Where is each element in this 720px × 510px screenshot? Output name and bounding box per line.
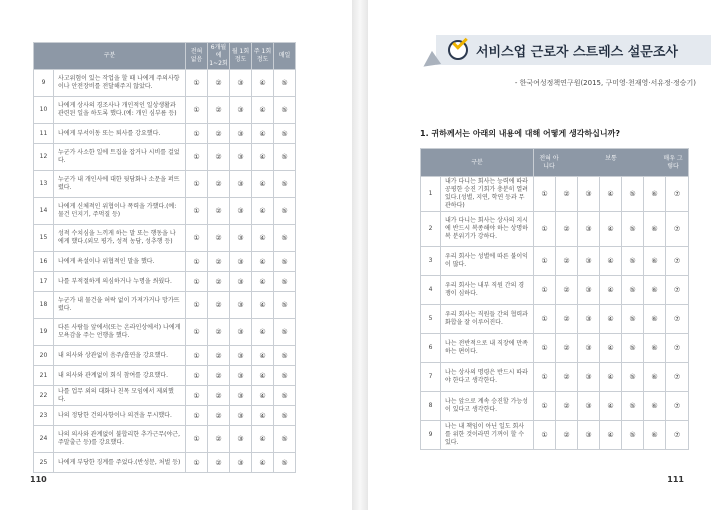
row-statement: 나는 내 책임이 아닌 일도 회사를 위한 것이라면 기꺼이 할 수 있다. bbox=[441, 421, 534, 450]
answer-option[interactable]: ⑤ bbox=[274, 292, 296, 319]
row-statement: 사고위험이 있는 작업을 할 때 나에게 주의사항이나 안전장비를 전달해주지 않았다. bbox=[54, 70, 186, 97]
answer-option[interactable]: ⑦ bbox=[666, 247, 689, 276]
answer-option[interactable]: ⑤ bbox=[622, 363, 644, 392]
row-statement: 내가 다니는 회사는 능력에 따라 공평한 승진 기회가 충분히 열려 있다.(성별, 지연, 학연 등과 무관하다) bbox=[441, 177, 534, 212]
table-row bbox=[34, 426, 296, 453]
left-header-never: 전혀 없음 bbox=[186, 43, 208, 70]
answer-option[interactable]: ④ bbox=[252, 225, 274, 252]
answer-option[interactable]: ④ bbox=[252, 70, 274, 97]
answer-option[interactable]: ① bbox=[186, 319, 208, 346]
table-row bbox=[421, 363, 689, 392]
table-row bbox=[421, 276, 689, 305]
row-number: 5 bbox=[421, 305, 441, 334]
answer-option[interactable]: ① bbox=[186, 97, 208, 124]
left-header-monthly: 월 1회 정도 bbox=[230, 43, 252, 70]
answer-option[interactable]: ⑤ bbox=[274, 171, 296, 198]
row-number: 6 bbox=[421, 334, 441, 363]
row-number: 1 bbox=[421, 177, 441, 212]
table-row bbox=[421, 177, 689, 212]
answer-option[interactable]: ③ bbox=[230, 97, 252, 124]
answer-option[interactable]: ① bbox=[534, 247, 556, 276]
answer-option[interactable]: ② bbox=[208, 252, 230, 272]
answer-option[interactable]: ⑤ bbox=[622, 276, 644, 305]
answer-option[interactable]: ① bbox=[186, 453, 208, 473]
table-row bbox=[421, 247, 689, 276]
left-survey-table bbox=[33, 42, 296, 473]
row-statement: 우리 회사는 내부 직원 간의 경쟁이 심하다. bbox=[441, 276, 534, 305]
answer-option[interactable]: ⑤ bbox=[274, 198, 296, 225]
answer-option[interactable]: ④ bbox=[252, 426, 274, 453]
book-gutter bbox=[352, 0, 368, 510]
answer-option[interactable]: ④ bbox=[600, 305, 622, 334]
answer-option[interactable]: ① bbox=[186, 144, 208, 171]
row-statement: 나를 부적절하게 의심하거나 누명을 씌웠다. bbox=[54, 272, 186, 292]
answer-option[interactable]: ④ bbox=[252, 406, 274, 426]
table-row bbox=[421, 421, 689, 450]
row-statement: 누군가 내 물건을 허락 없이 가져가거나 망가뜨렸다. bbox=[54, 292, 186, 319]
answer-option[interactable]: ③ bbox=[230, 272, 252, 292]
answer-option[interactable]: ③ bbox=[230, 171, 252, 198]
answer-option[interactable]: ① bbox=[186, 386, 208, 406]
row-number: 22 bbox=[34, 386, 54, 406]
answer-option[interactable]: ⑦ bbox=[666, 334, 689, 363]
answer-option[interactable]: ① bbox=[534, 276, 556, 305]
row-number: 9 bbox=[421, 421, 441, 450]
answer-option[interactable]: ① bbox=[186, 292, 208, 319]
answer-option[interactable]: ④ bbox=[252, 252, 274, 272]
answer-option[interactable]: ⑦ bbox=[666, 276, 689, 305]
row-number: 15 bbox=[34, 225, 54, 252]
left-header-category: 구분 bbox=[34, 43, 186, 70]
answer-option[interactable]: ③ bbox=[230, 292, 252, 319]
answer-option[interactable]: ③ bbox=[230, 426, 252, 453]
table-row bbox=[34, 319, 296, 346]
answer-option[interactable]: ③ bbox=[230, 453, 252, 473]
answer-option[interactable]: ④ bbox=[252, 386, 274, 406]
table-row bbox=[34, 272, 296, 292]
answer-option[interactable]: ⑦ bbox=[666, 177, 689, 212]
answer-option[interactable]: ③ bbox=[230, 319, 252, 346]
row-number: 8 bbox=[421, 392, 441, 421]
answer-option[interactable]: ⑤ bbox=[622, 392, 644, 421]
answer-option[interactable]: ⑤ bbox=[622, 334, 644, 363]
title-block bbox=[420, 30, 720, 70]
answer-option[interactable]: ① bbox=[186, 225, 208, 252]
row-statement: 나를 업무 외의 대화나 친목 모임에서 제외했다. bbox=[54, 386, 186, 406]
answer-option[interactable]: ⑥ bbox=[644, 392, 666, 421]
answer-option[interactable]: ② bbox=[556, 334, 578, 363]
row-statement: 내 의사와 상관없이 음주/흡연을 강요했다. bbox=[54, 346, 186, 366]
answer-option[interactable]: ⑥ bbox=[644, 363, 666, 392]
answer-option[interactable]: ⑤ bbox=[622, 305, 644, 334]
row-statement: 나에게 상사의 경조사나 개인적인 일상생활과 관련된 일을 하도록 했다.(예: 개인 심부름 등) bbox=[54, 97, 186, 124]
answer-option[interactable]: ③ bbox=[578, 212, 600, 247]
answer-option[interactable]: ③ bbox=[578, 247, 600, 276]
table-row bbox=[421, 334, 689, 363]
answer-option[interactable]: ① bbox=[186, 346, 208, 366]
answer-option[interactable]: ① bbox=[186, 406, 208, 426]
row-number: 4 bbox=[421, 276, 441, 305]
answer-option[interactable]: ⑥ bbox=[644, 421, 666, 450]
row-statement: 성적 수치심을 느끼게 하는 말 또는 행동을 나에게 했다.(외모 평가, 성적 농담, 성추행 등) bbox=[54, 225, 186, 252]
answer-option[interactable]: ⑤ bbox=[274, 70, 296, 97]
answer-option[interactable]: ⑦ bbox=[666, 392, 689, 421]
answer-option[interactable]: ⑥ bbox=[644, 334, 666, 363]
right-table-header-row bbox=[421, 149, 689, 177]
answer-option[interactable]: ③ bbox=[578, 363, 600, 392]
answer-option[interactable]: ④ bbox=[600, 334, 622, 363]
answer-option[interactable]: ① bbox=[186, 252, 208, 272]
row-number: 12 bbox=[34, 144, 54, 171]
answer-option[interactable]: ⑦ bbox=[666, 363, 689, 392]
row-number: 25 bbox=[34, 453, 54, 473]
answer-option[interactable]: ⑥ bbox=[644, 276, 666, 305]
row-number: 23 bbox=[34, 406, 54, 426]
answer-option[interactable]: ④ bbox=[252, 171, 274, 198]
table-row bbox=[34, 225, 296, 252]
answer-option[interactable]: ⑤ bbox=[274, 366, 296, 386]
answer-option[interactable]: ② bbox=[208, 319, 230, 346]
row-number: 7 bbox=[421, 363, 441, 392]
answer-option[interactable]: ④ bbox=[600, 177, 622, 212]
table-row bbox=[34, 70, 296, 97]
answer-option[interactable]: ⑤ bbox=[274, 386, 296, 406]
answer-option[interactable]: ② bbox=[208, 97, 230, 124]
answer-option[interactable]: ④ bbox=[252, 453, 274, 473]
survey-title: 서비스업 근로자 스트레스 설문조사 bbox=[476, 45, 678, 60]
answer-option[interactable]: ④ bbox=[252, 272, 274, 292]
answer-option[interactable]: ① bbox=[186, 70, 208, 97]
row-number: 11 bbox=[34, 124, 54, 144]
answer-option[interactable]: ③ bbox=[230, 225, 252, 252]
right-page-number: 111 bbox=[667, 475, 684, 484]
table-row bbox=[34, 124, 296, 144]
answer-option[interactable]: ③ bbox=[578, 392, 600, 421]
answer-option[interactable]: ④ bbox=[600, 392, 622, 421]
answer-option[interactable]: ③ bbox=[230, 386, 252, 406]
answer-option[interactable]: ③ bbox=[230, 406, 252, 426]
answer-option[interactable]: ⑤ bbox=[274, 124, 296, 144]
answer-option[interactable]: ① bbox=[534, 363, 556, 392]
answer-option[interactable]: ③ bbox=[230, 252, 252, 272]
answer-option[interactable]: ① bbox=[186, 171, 208, 198]
answer-option[interactable]: ④ bbox=[252, 319, 274, 346]
table-row bbox=[421, 305, 689, 334]
row-number: 16 bbox=[34, 252, 54, 272]
answer-option[interactable]: ⑤ bbox=[622, 247, 644, 276]
row-statement: 내가 다니는 회사는 상사의 지시에 반드시 복종해야 하는 상명하복 분위기가 강하다. bbox=[441, 212, 534, 247]
answer-option[interactable]: ③ bbox=[230, 144, 252, 171]
answer-option[interactable]: ② bbox=[556, 212, 578, 247]
table-row bbox=[421, 212, 689, 247]
answer-option[interactable]: ② bbox=[556, 392, 578, 421]
answer-option[interactable]: ⑤ bbox=[274, 426, 296, 453]
left-page-number: 110 bbox=[30, 475, 47, 484]
left-header-semiannual: 6개월에 1~2회 bbox=[208, 43, 230, 70]
row-statement: 나에게 부당한 징계를 주었다.(반성문, 처벌 등) bbox=[54, 453, 186, 473]
answer-option[interactable]: ⑤ bbox=[622, 421, 644, 450]
answer-option[interactable]: ① bbox=[534, 334, 556, 363]
answer-option[interactable]: ⑤ bbox=[274, 319, 296, 346]
answer-option[interactable]: ② bbox=[208, 171, 230, 198]
answer-option[interactable]: ⑥ bbox=[644, 177, 666, 212]
answer-option[interactable]: ③ bbox=[578, 305, 600, 334]
answer-option[interactable]: ③ bbox=[230, 366, 252, 386]
answer-option[interactable]: ② bbox=[208, 225, 230, 252]
answer-option[interactable]: ⑤ bbox=[274, 252, 296, 272]
answer-option[interactable]: ⑤ bbox=[622, 212, 644, 247]
row-number: 14 bbox=[34, 198, 54, 225]
answer-option[interactable]: ⑦ bbox=[666, 421, 689, 450]
answer-option[interactable]: ⑤ bbox=[274, 144, 296, 171]
row-statement: 누군가 사소한 일에 트집을 잡거나 시비를 걸었다. bbox=[54, 144, 186, 171]
table-row bbox=[34, 198, 296, 225]
table-row bbox=[34, 171, 296, 198]
row-number: 20 bbox=[34, 346, 54, 366]
answer-option[interactable]: ② bbox=[208, 366, 230, 386]
answer-option[interactable]: ③ bbox=[578, 421, 600, 450]
answer-option[interactable]: ② bbox=[208, 453, 230, 473]
answer-option[interactable]: ② bbox=[208, 198, 230, 225]
answer-option[interactable]: ⑤ bbox=[274, 225, 296, 252]
answer-option[interactable]: ② bbox=[208, 144, 230, 171]
answer-option[interactable]: ③ bbox=[578, 177, 600, 212]
table-row bbox=[34, 406, 296, 426]
row-number: 10 bbox=[34, 97, 54, 124]
answer-option[interactable]: ⑦ bbox=[666, 212, 689, 247]
left-header-weekly: 주 1회 정도 bbox=[252, 43, 274, 70]
answer-option[interactable]: ② bbox=[208, 346, 230, 366]
right-page bbox=[368, 0, 720, 510]
row-statement: 우리 회사는 성별에 따른 불이익이 많다. bbox=[441, 247, 534, 276]
table-row bbox=[34, 97, 296, 124]
answer-option[interactable]: ③ bbox=[578, 334, 600, 363]
answer-option[interactable]: ② bbox=[556, 421, 578, 450]
answer-option[interactable]: ④ bbox=[252, 97, 274, 124]
row-number: 2 bbox=[421, 212, 441, 247]
answer-option[interactable]: ④ bbox=[600, 421, 622, 450]
answer-option[interactable]: ④ bbox=[600, 212, 622, 247]
table-row bbox=[34, 346, 296, 366]
answer-option[interactable]: ① bbox=[534, 392, 556, 421]
scale-label-neutral: 보통 bbox=[605, 154, 617, 162]
answer-option[interactable]: ③ bbox=[230, 124, 252, 144]
scale-label-very: 매우 그렇다 bbox=[663, 154, 683, 170]
right-header-category: 구분 bbox=[421, 149, 534, 177]
question-heading: 1. 귀하께서는 아래의 내용에 대해 어떻게 생각하십니까? bbox=[420, 129, 620, 138]
right-survey-table bbox=[420, 148, 689, 450]
answer-option[interactable]: ① bbox=[186, 366, 208, 386]
answer-option[interactable]: ④ bbox=[600, 276, 622, 305]
scale-label-not-at-all: 전혀 아니다 bbox=[539, 154, 559, 170]
answer-option[interactable]: ① bbox=[534, 421, 556, 450]
answer-option[interactable]: ① bbox=[534, 305, 556, 334]
answer-option[interactable]: ⑤ bbox=[274, 346, 296, 366]
answer-option[interactable]: ④ bbox=[252, 124, 274, 144]
table-row bbox=[34, 453, 296, 473]
answer-option[interactable]: ⑤ bbox=[274, 453, 296, 473]
answer-option[interactable]: ① bbox=[186, 272, 208, 292]
answer-option[interactable]: ③ bbox=[578, 276, 600, 305]
row-number: 3 bbox=[421, 247, 441, 276]
row-statement: 나의 정당한 건의사항이나 의견을 무시했다. bbox=[54, 406, 186, 426]
answer-option[interactable]: ① bbox=[186, 198, 208, 225]
table-row bbox=[34, 252, 296, 272]
answer-option[interactable]: ② bbox=[556, 177, 578, 212]
row-number: 17 bbox=[34, 272, 54, 292]
answer-option[interactable]: ② bbox=[556, 305, 578, 334]
answer-option[interactable]: ③ bbox=[230, 70, 252, 97]
row-number: 21 bbox=[34, 366, 54, 386]
answer-option[interactable]: ② bbox=[208, 272, 230, 292]
row-statement: 나에게 신체적인 위협이나 폭력을 가했다.(예: 물건 던지기, 주먹질 등) bbox=[54, 198, 186, 225]
row-statement: 나에게 부서이동 또는 퇴사를 강요했다. bbox=[54, 124, 186, 144]
answer-option[interactable]: ⑤ bbox=[274, 97, 296, 124]
table-row bbox=[34, 292, 296, 319]
answer-option[interactable]: ① bbox=[534, 212, 556, 247]
answer-option[interactable]: ① bbox=[186, 426, 208, 453]
left-table-header-row bbox=[34, 43, 296, 70]
answer-option[interactable]: ② bbox=[208, 292, 230, 319]
answer-option[interactable]: ① bbox=[186, 124, 208, 144]
answer-option[interactable]: ④ bbox=[252, 366, 274, 386]
answer-option[interactable]: ② bbox=[208, 426, 230, 453]
row-statement: 내 의사와 관계없이 회식 참여를 강요했다. bbox=[54, 366, 186, 386]
answer-option[interactable]: ② bbox=[208, 386, 230, 406]
row-number: 13 bbox=[34, 171, 54, 198]
answer-option[interactable]: ⑥ bbox=[644, 212, 666, 247]
answer-option[interactable]: ② bbox=[208, 70, 230, 97]
left-header-daily: 매일 bbox=[274, 43, 296, 70]
answer-option[interactable]: ③ bbox=[230, 198, 252, 225]
answer-option[interactable]: ④ bbox=[252, 144, 274, 171]
table-row bbox=[34, 144, 296, 171]
row-number: 24 bbox=[34, 426, 54, 453]
answer-option[interactable]: ② bbox=[208, 124, 230, 144]
row-statement: 나는 앞으로 계속 승진할 가능성이 있다고 생각한다. bbox=[441, 392, 534, 421]
row-statement: 다른 사람들 앞에서(또는 온라인상에서) 나에게 모욕감을 주는 언행을 했다. bbox=[54, 319, 186, 346]
row-statement: 나의 의사와 관계없이 불합리한 추가근무(야근, 주말출근 등)를 강요했다. bbox=[54, 426, 186, 453]
table-row bbox=[34, 366, 296, 386]
row-statement: 누군가 내 개인사에 대한 뒷담화나 소문을 퍼뜨렸다. bbox=[54, 171, 186, 198]
answer-option[interactable]: ② bbox=[556, 276, 578, 305]
row-statement: 나는 상사의 명령은 반드시 따라야 한다고 생각한다. bbox=[441, 363, 534, 392]
left-page bbox=[0, 0, 352, 510]
answer-option[interactable]: ⑦ bbox=[666, 305, 689, 334]
answer-option[interactable]: ② bbox=[556, 363, 578, 392]
table-row bbox=[421, 392, 689, 421]
answer-option[interactable]: ③ bbox=[230, 346, 252, 366]
row-statement: 나에게 욕설이나 위협적인 말을 했다. bbox=[54, 252, 186, 272]
answer-option[interactable]: ② bbox=[556, 247, 578, 276]
answer-option[interactable]: ④ bbox=[600, 247, 622, 276]
answer-option[interactable]: ⑥ bbox=[644, 305, 666, 334]
answer-option[interactable]: ④ bbox=[600, 363, 622, 392]
answer-option[interactable]: ⑥ bbox=[644, 247, 666, 276]
row-statement: 우리 회사는 직원들 간의 협력과 화합을 잘 이루어진다. bbox=[441, 305, 534, 334]
row-number: 19 bbox=[34, 319, 54, 346]
answer-option[interactable]: ② bbox=[208, 406, 230, 426]
table-row bbox=[34, 386, 296, 406]
answer-option[interactable]: ⑤ bbox=[274, 272, 296, 292]
answer-option[interactable]: ④ bbox=[252, 292, 274, 319]
answer-option[interactable]: ⑤ bbox=[622, 177, 644, 212]
row-number: 9 bbox=[34, 70, 54, 97]
row-number: 18 bbox=[34, 292, 54, 319]
answer-option[interactable]: ⑤ bbox=[274, 406, 296, 426]
answer-option[interactable]: ① bbox=[534, 177, 556, 212]
row-statement: 나는 전반적으로 내 직장에 만족하는 편이다. bbox=[441, 334, 534, 363]
answer-option[interactable]: ④ bbox=[252, 198, 274, 225]
answer-option[interactable]: ④ bbox=[252, 346, 274, 366]
survey-source: - 한국여성정책연구원(2015, 구미영·천재영·서유정·정승기) bbox=[514, 79, 696, 87]
right-header-scale bbox=[534, 149, 689, 177]
